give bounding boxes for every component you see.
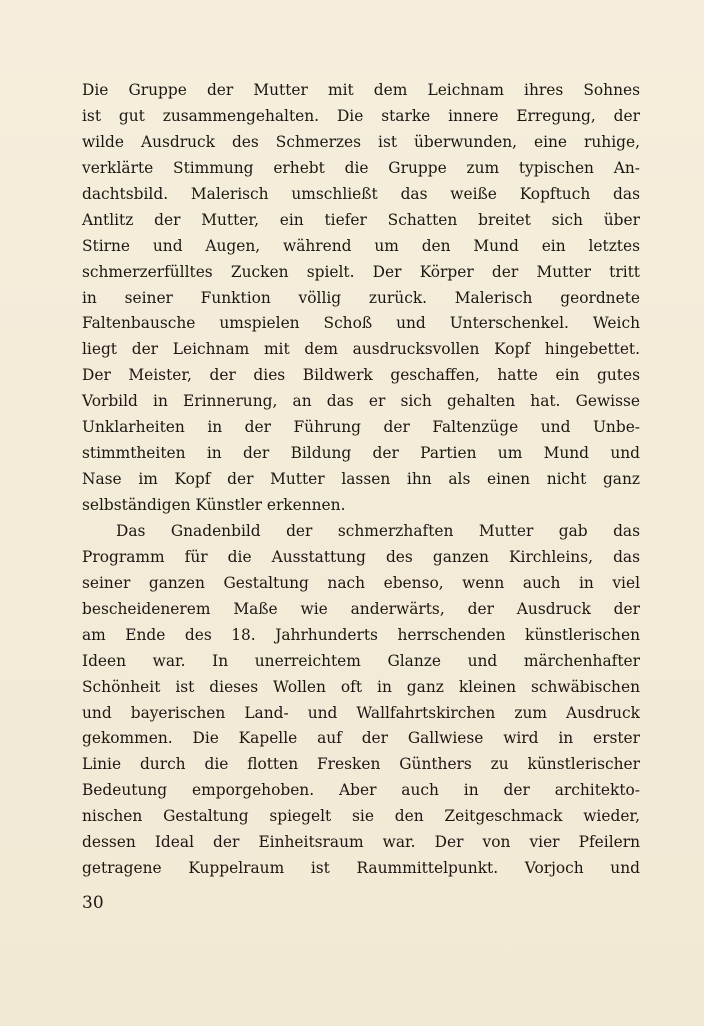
text-line: stimmtheiten in der Bildung der Partien um Mund und: [82, 444, 640, 463]
text-line: gekommen. Die Kapelle auf der Gallwiese wird in erster: [82, 729, 640, 748]
text-line: Programm für die Ausstattung des ganzen Kirchleins, das: [82, 547, 640, 566]
text-line: am Ende des 18. Jahrhunderts herrschenden künstlerischen: [82, 625, 640, 644]
text-line: Antlitz der Mutter, ein tiefer Schatten breitet sich über: [82, 210, 640, 229]
text-line: liegt der Leichnam mit dem ausdrucksvollen Kopf hingebettet.: [82, 340, 640, 359]
body-text: [82, 78, 640, 882]
text-line: Unklarheiten in der Führung der Faltenzüge und Unbe-: [82, 418, 640, 437]
text-line: bescheidenerem Maße wie anderwärts, der Ausdruck der: [82, 599, 640, 618]
text-line: Die Gruppe der Mutter mit dem Leichnam ihres Sohnes: [82, 81, 640, 99]
text-line: Linie durch die flotten Fresken Günthers zu künstlerischer: [82, 755, 640, 774]
text-line: schmerzerfülltes Zucken spielt. Der Körper der Mutter tritt: [82, 262, 640, 281]
text-line: Schönheit ist dieses Wollen oft in ganz kleinen schwäbischen: [82, 677, 640, 696]
text-line: seiner ganzen Gestaltung nach ebenso, wenn auch in viel: [82, 573, 640, 592]
text-line: Faltenbausche umspielen Schoß und Unterschenkel. Weich: [82, 314, 640, 333]
text-line: Das Gnadenbild der schmerzhaften Mutter gab das: [116, 521, 640, 540]
text-line: selbständigen Künstler erkennen.: [82, 496, 346, 514]
text-line: wilde Ausdruck des Schmerzes ist überwunden, eine ruhige,: [82, 132, 640, 151]
text-line: dessen Ideal der Einheitsraum war. Der von vier Pfeilern: [82, 833, 640, 852]
text-line: verklärte Stimmung erhebt die Gruppe zum typischen An-: [82, 158, 640, 177]
text-line: Nase im Kopf der Mutter lassen ihn als einen nicht ganz: [82, 470, 640, 489]
text-line: und bayerischen Land- und Wallfahrtskirchen zum Ausdruck: [82, 703, 640, 722]
text-line: Bedeutung emporgehoben. Aber auch in der architekto-: [82, 781, 640, 800]
text-line: Ideen war. In unerreichtem Glanze und märchenhafter: [82, 651, 640, 670]
text-line: Stirne und Augen, während um den Mund ein letztes: [82, 236, 640, 255]
text-line: Der Meister, der dies Bildwerk geschaffen, hatte ein gutes: [82, 366, 640, 385]
page-number: 30: [82, 893, 104, 913]
text-line: dachtsbild. Malerisch umschließt das weiße Kopftuch das: [82, 184, 640, 203]
text-line: getragene Kuppelraum ist Raummittelpunkt. Vorjoch und: [82, 859, 640, 878]
text-line: in seiner Funktion völlig zurück. Malerisch geordnete: [82, 288, 640, 307]
text-line: Vorbild in Erinnerung, an das er sich gehalten hat. Gewisse: [82, 392, 640, 411]
text-line: ist gut zusammengehalten. Die starke innere Erregung, der: [82, 106, 640, 125]
text-line: nischen Gestaltung spiegelt sie den Zeitgeschmack wieder,: [82, 807, 640, 826]
